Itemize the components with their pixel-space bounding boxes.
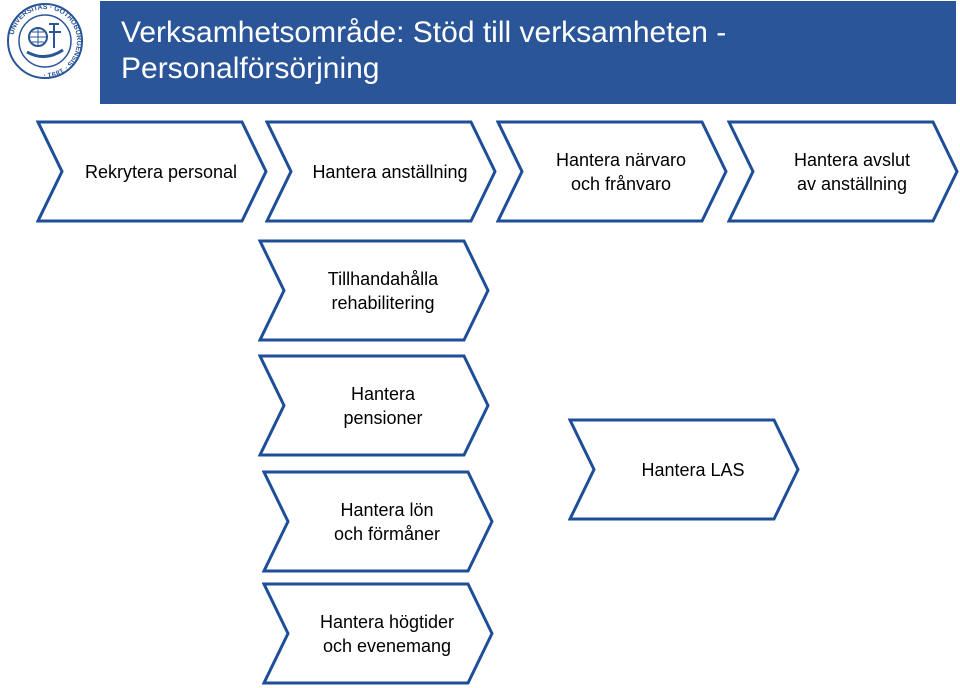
process-chevron bbox=[262, 582, 494, 685]
process-label: Rekrytera personal bbox=[84, 161, 238, 182]
process-chevron bbox=[496, 120, 728, 223]
process-chevron bbox=[262, 470, 494, 573]
process-chevron bbox=[258, 354, 490, 457]
university-logo bbox=[3, 2, 87, 80]
process-chevron bbox=[568, 418, 800, 521]
process-label: Hantera närvaro och frånvaro bbox=[555, 149, 687, 194]
page-title bbox=[100, 1, 956, 104]
process-chevron bbox=[265, 120, 497, 223]
title-line-2: Personalförsörjning bbox=[121, 52, 380, 85]
process-label: Tillhandahålla rehabilitering bbox=[327, 268, 439, 313]
process-chevron bbox=[727, 120, 959, 223]
process-label: Hantera högtider och evenemang bbox=[319, 611, 455, 656]
svg-text:UNIVERSITAS · GOTHOBURGENSIS ·: UNIVERSITAS · GOTHOBURGENSIS · 1891 · bbox=[8, 3, 83, 79]
process-chevron bbox=[258, 239, 490, 342]
process-label: Hantera LAS bbox=[641, 459, 745, 480]
process-label: Hantera lön och förmåner bbox=[333, 499, 441, 544]
process-label: Hantera anställning bbox=[312, 161, 468, 182]
title-line-1: Verksamhetsområde: Stöd till verksamheten - bbox=[121, 16, 727, 49]
process-label: Hantera avslut av anställning bbox=[793, 149, 911, 194]
process-label: Hantera pensioner bbox=[343, 383, 423, 428]
process-chevron bbox=[36, 120, 268, 223]
